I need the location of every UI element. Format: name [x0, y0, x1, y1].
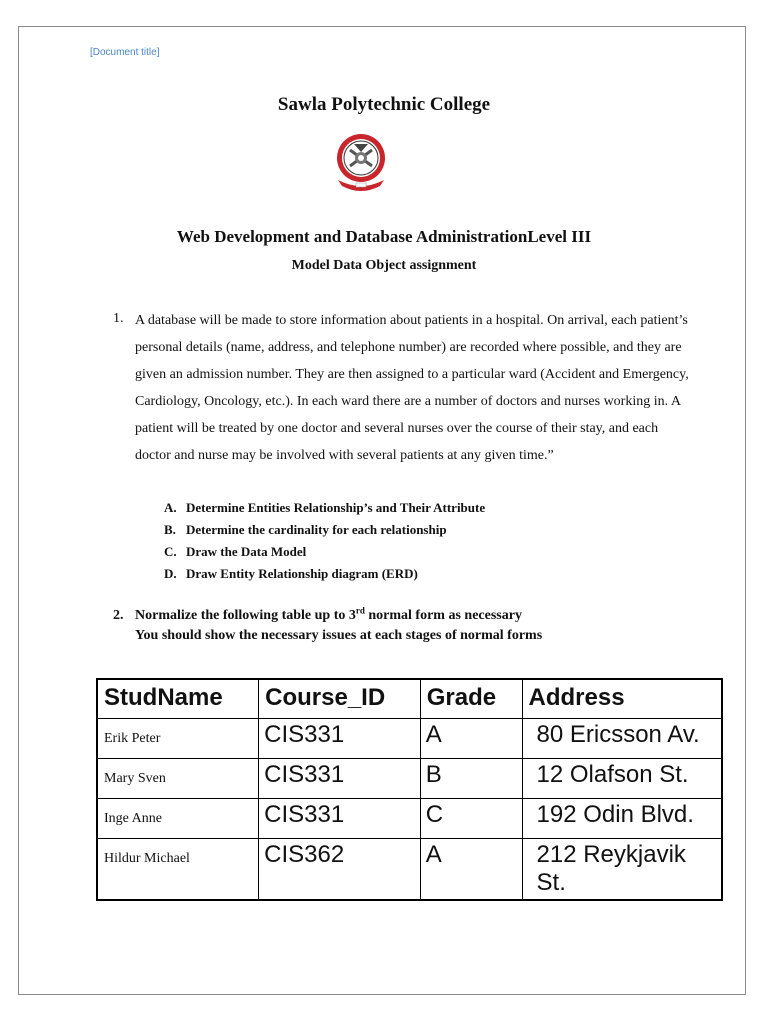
task-item	[164, 541, 485, 563]
question-2	[113, 606, 542, 646]
cell-address: 12 Olafson St.	[522, 758, 722, 798]
table-header-row	[97, 679, 722, 718]
cell-course-id: CIS362	[259, 838, 421, 900]
task-letter: D.	[164, 566, 177, 581]
task-letter: C.	[164, 544, 177, 559]
cell-address: 80 Ericsson Av.	[522, 718, 722, 758]
cell-address: 212 Reykjavik St.	[522, 838, 722, 900]
students-table	[96, 678, 723, 901]
cell-studname: Inge Anne	[97, 798, 259, 838]
ordinal-suffix: rd	[355, 605, 365, 616]
task-text: Determine Entities Relationship’s and Their Attribute	[186, 500, 486, 515]
question-2-text-a: Normalize the following table up to 3	[135, 608, 356, 623]
question-2-line-2: You should show the necessary issues at each stages of normal forms	[135, 628, 543, 643]
college-name: Sawla Polytechnic College	[277, 94, 491, 115]
cell-address: 192 Odin Blvd.	[522, 798, 722, 838]
cell-studname: Mary Sven	[97, 758, 259, 798]
cell-grade: B	[420, 758, 522, 798]
cell-course-id: CIS331	[259, 718, 421, 758]
column-header-studname: StudName	[97, 679, 259, 718]
question-1-text: A database will be made to store information about patients in a hospital. On arrival, each patient’s personal details (name, address, and telephone number) are recorded where possible, and they are given an admission number. They are then assigned to a particular ward (Accident and Emergency, Cardiology, Oncology, etc.). In each ward there are a number of doctors and nurses working in. A patient will be treated by one doctor and several nurses over the course of their stay, and each doctor and nurse may be involved with several patients at any given time.”	[135, 313, 689, 463]
cell-studname: Hildur Michael	[97, 838, 259, 900]
document-title-placeholder[interactable]: [Document title]	[90, 47, 160, 58]
task-letter: B.	[164, 522, 176, 537]
cell-studname: Erik Peter	[97, 718, 259, 758]
table-row	[97, 718, 722, 758]
college-seal-graphic	[328, 130, 394, 196]
table-row	[97, 798, 722, 838]
question-2-text-b: normal form as necessary	[364, 608, 522, 623]
assignment-title: Model Data Object assignment	[291, 258, 477, 273]
column-header-address: Address	[522, 679, 722, 718]
column-header-grade: Grade	[420, 679, 522, 718]
task-text: Determine the cardinality for each relationship	[186, 522, 447, 537]
task-text: Draw the Data Model	[186, 544, 307, 559]
task-item	[164, 563, 485, 585]
cell-grade: A	[420, 718, 522, 758]
question-2-number: 2.	[113, 608, 124, 623]
task-letter: A.	[164, 500, 177, 515]
question-2-line-1	[113, 606, 542, 626]
cell-course-id: CIS331	[259, 758, 421, 798]
cell-grade: A	[420, 838, 522, 900]
column-header-course-id: Course_ID	[259, 679, 421, 718]
college-seal-icon	[328, 130, 394, 196]
course-title: Web Development and Database AdministrationLevel III	[176, 227, 592, 246]
table-row	[97, 838, 722, 900]
table-row	[97, 758, 722, 798]
question-1-task-list	[164, 497, 485, 585]
task-item	[164, 519, 485, 541]
cell-course-id: CIS331	[259, 798, 421, 838]
task-item	[164, 497, 485, 519]
question-1-number: 1.	[113, 311, 124, 326]
cell-grade: C	[420, 798, 522, 838]
task-text: Draw Entity Relationship diagram (ERD)	[186, 566, 418, 581]
